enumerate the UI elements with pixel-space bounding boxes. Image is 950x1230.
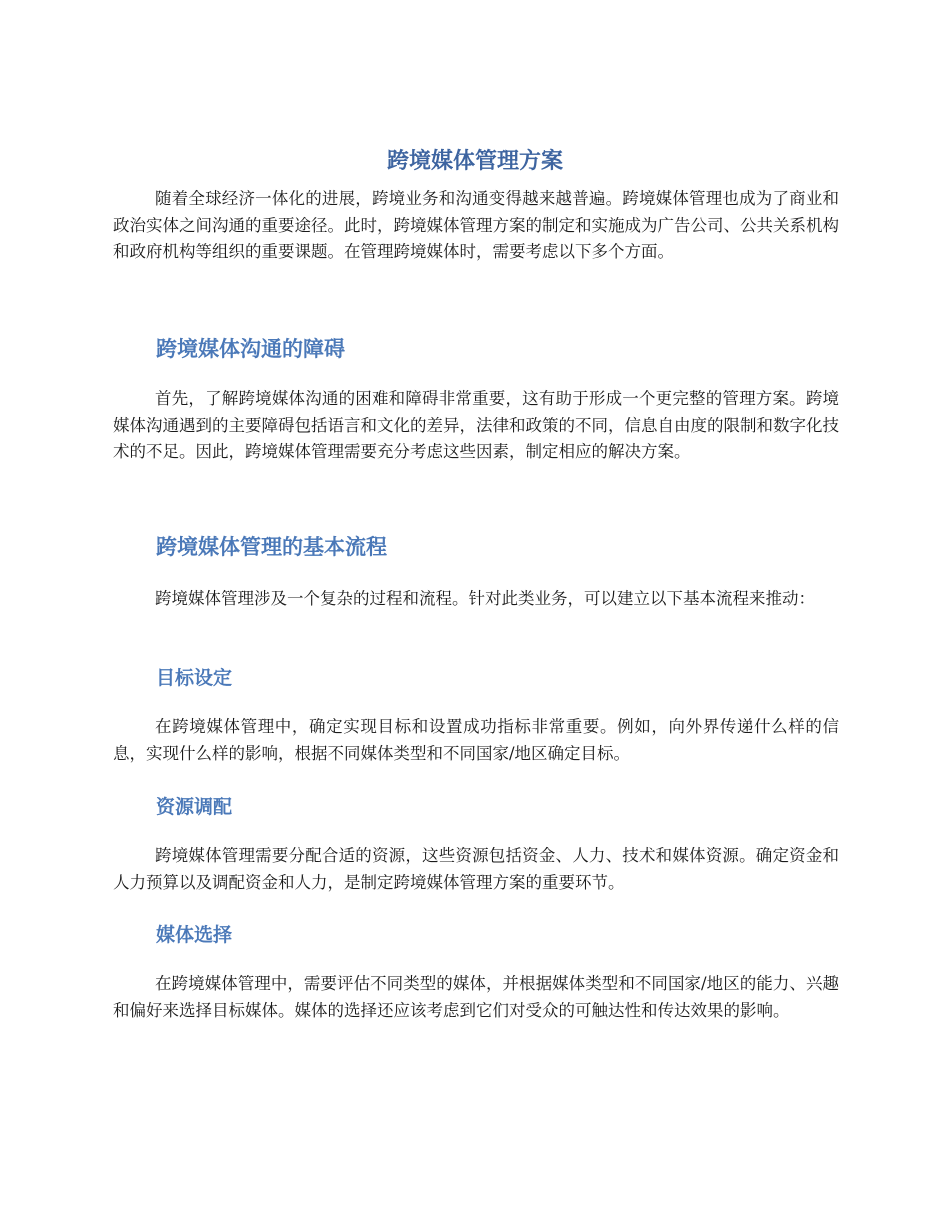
subsection-paragraph-goal-setting: 在跨境媒体管理中，确定实现目标和设置成功指标非常重要。例如，向外界传递什么样的信息，实现什么样的影响，根据不同媒体类型和不同国家/地区确定目标。 xyxy=(113,717,839,763)
subsection-paragraph-media-selection: 在跨境媒体管理中，需要评估不同类型的媒体，并根据媒体类型和不同国家/地区的能力、兴趣和偏好来选择目标媒体。媒体的选择还应该考虑到它们对受众的可触达性和传达效果的影响。 xyxy=(113,974,839,1020)
subsection-paragraph-resource-allocation: 跨境媒体管理需要分配合适的资源，这些资源包括资金、人力、技术和媒体资源。确定资金和人力预算以及调配资金和人力，是制定跨境媒体管理方案的重要环节。 xyxy=(113,846,839,892)
section-heading-process: 跨境媒体管理的基本流程 xyxy=(156,535,387,559)
section-paragraph-barriers: 首先，了解跨境媒体沟通的困难和障碍非常重要，这有助于形成一个更完整的管理方案。跨境媒体沟通遇到的主要障碍包括语言和文化的差异，法律和政策的不同，信息自由度的限制和数字化技术的不足。因此，跨境媒体管理需要充分考虑这些因素，制定相应的解决方案。 xyxy=(113,389,839,461)
subsection-heading-goal-setting: 目标设定 xyxy=(156,667,233,689)
section-heading-barriers: 跨境媒体沟通的障碍 xyxy=(156,337,345,361)
intro-paragraph: 随着全球经济一体化的进展，跨境业务和沟通变得越来越普遍。跨境媒体管理也成为了商业和政治实体之间沟通的重要途径。此时，跨境媒体管理方案的制定和实施成为广告公司、公共关系机构和政府机构等组织的重要课题。在管理跨境媒体时，需要考虑以下多个方面。 xyxy=(113,189,839,261)
document-title: 跨境媒体管理方案 xyxy=(386,149,563,174)
subsection-heading-media-selection: 媒体选择 xyxy=(156,924,233,946)
subsection-heading-resource-allocation: 资源调配 xyxy=(156,796,233,818)
section-paragraph-process: 跨境媒体管理涉及一个复杂的过程和流程。针对此类业务，可以建立以下基本流程来推动： xyxy=(155,589,815,608)
